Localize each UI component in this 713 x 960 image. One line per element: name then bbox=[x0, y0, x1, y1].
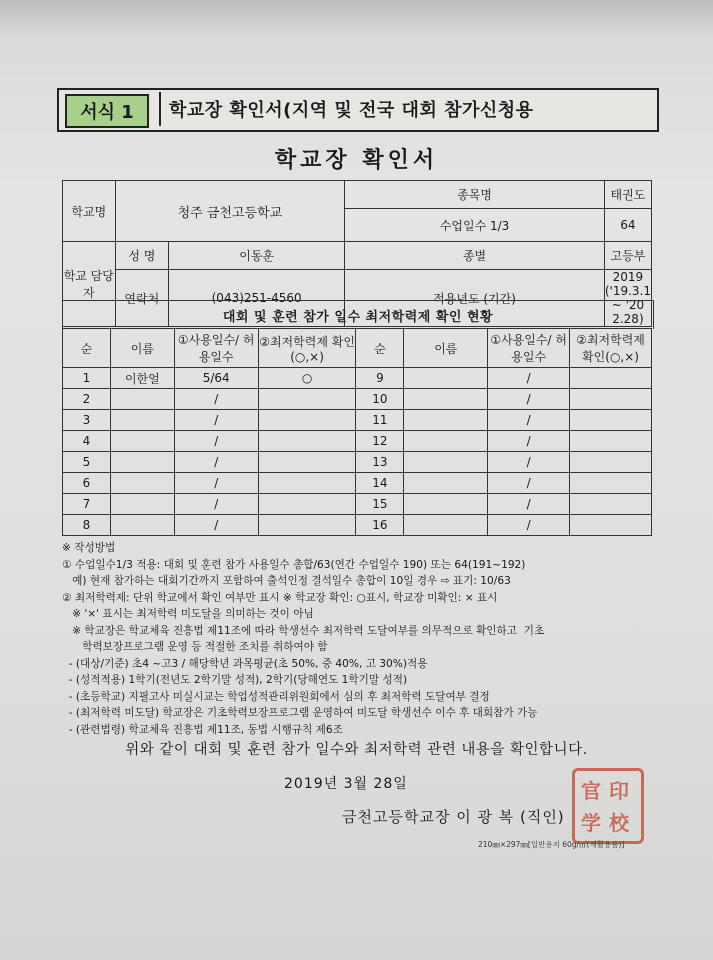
cell-no: 10 bbox=[356, 389, 404, 410]
note-line: ※ 학교장은 학교체육 진흥법 제11조에 따라 학생선수 최저학력 도달여부를 의무적으로 확인하고 기초 bbox=[62, 624, 545, 637]
cell-no: 4 bbox=[63, 431, 111, 452]
cell-name bbox=[404, 431, 488, 452]
contact-label: 연락처 bbox=[115, 270, 168, 327]
cell-days: / bbox=[488, 389, 570, 410]
period-value: ('19.3.1 ~ '20 2.28) bbox=[604, 284, 651, 326]
table-row bbox=[63, 389, 652, 410]
cell-no: 8 bbox=[63, 515, 111, 536]
cell-days: / bbox=[488, 473, 570, 494]
table-row bbox=[63, 494, 652, 515]
name-value: 이동훈 bbox=[169, 242, 345, 270]
cell-name bbox=[404, 452, 488, 473]
cell-no: 6 bbox=[63, 473, 111, 494]
document-title: 학교장 확인서 bbox=[274, 148, 439, 173]
note-line: ※ '×' 표시는 최저학력 미도달을 의미하는 것이 아님 bbox=[62, 608, 314, 620]
cell-name bbox=[404, 389, 488, 410]
days-label: 수업일수 1/3 bbox=[345, 209, 605, 242]
cell-days: / bbox=[174, 410, 258, 431]
cell-no: 15 bbox=[356, 494, 404, 515]
cell-name bbox=[110, 452, 174, 473]
principal-signature: 금천고등학교장 이 광 복 (직인) bbox=[342, 808, 565, 826]
cell-days: / bbox=[488, 452, 570, 473]
col-header-name: 이름 bbox=[110, 329, 174, 368]
note-line: - (최저학력 미도달) 학교장은 기초학력보장프로그램 운영하여 미도달 학생선수 이수 후 대회참가 가능 bbox=[62, 707, 538, 719]
cell-name bbox=[110, 515, 174, 536]
sport-value: 태권도 bbox=[604, 181, 651, 209]
roster-table bbox=[62, 328, 652, 536]
days-value: 64 bbox=[604, 209, 651, 242]
col-header-no: 순 bbox=[63, 329, 111, 368]
sport-label: 종목명 bbox=[345, 181, 605, 209]
note-line: 예) 현재 참가하는 대회기간까지 포함하여 출석인정 결석일수 총합이 10일 경우 ⇨ 표기: 10/63 bbox=[62, 575, 511, 587]
note-line: - (관련법령) 학교체육 진흥법 제11조, 동법 시행규칙 제6조 bbox=[62, 723, 343, 736]
cell-check: ○ bbox=[258, 368, 356, 389]
col-header-no: 순 bbox=[356, 329, 404, 368]
official-seal: 官 印 学 校 bbox=[572, 768, 644, 844]
cell-days: / bbox=[488, 494, 570, 515]
contact-value: (043)251-4560 bbox=[169, 270, 345, 327]
cell-days: / bbox=[488, 431, 570, 452]
cell-name bbox=[404, 515, 488, 536]
note-line: ① 수업일수1/3 적용: 대회 및 훈련 참가 사용일수 총합/63(연간 수업일수 190) 또는 64(191~192) bbox=[62, 558, 526, 571]
cell-check bbox=[570, 452, 652, 473]
cell-check bbox=[258, 389, 356, 410]
cell-name bbox=[110, 410, 174, 431]
cell-name bbox=[404, 410, 488, 431]
cell-name bbox=[110, 473, 174, 494]
cell-name bbox=[110, 431, 174, 452]
note-line: ② 최저학력제: 단위 학교에서 확인 여부만 표시 ※ 학교장 확인: ○표시, 학교장 미확인: × 표시 bbox=[62, 591, 498, 604]
cell-days: / bbox=[174, 389, 258, 410]
cell-no: 16 bbox=[356, 515, 404, 536]
table-row bbox=[63, 473, 652, 494]
cell-name bbox=[404, 368, 488, 389]
school-label: 학교명 bbox=[63, 181, 116, 242]
division-label: 종별 bbox=[345, 242, 605, 270]
note-line: - (초등학교) 지필고사 미실시교는 학업성적관리위원회에서 심의 후 최저학력 도달여부 결정 bbox=[62, 690, 490, 703]
note-line: ※ 작성방법 bbox=[62, 542, 116, 554]
col-header-name: 이름 bbox=[404, 329, 488, 368]
roster-header-row bbox=[63, 329, 652, 368]
page-edge-shadow bbox=[0, 0, 713, 40]
cell-check bbox=[258, 473, 356, 494]
cell-check bbox=[258, 452, 356, 473]
section-title: 대회 및 훈련 참가 일수 최저학력제 확인 현황 bbox=[62, 300, 654, 329]
cell-check bbox=[258, 410, 356, 431]
cell-check bbox=[570, 368, 652, 389]
cell-check bbox=[258, 515, 356, 536]
cell-no: 11 bbox=[356, 410, 404, 431]
table-row bbox=[63, 431, 652, 452]
cell-check bbox=[570, 431, 652, 452]
form-tag: 서식 1 bbox=[65, 94, 149, 128]
cell-name bbox=[110, 389, 174, 410]
issue-date: 2019년 3월 28일 bbox=[284, 776, 408, 792]
school-value: 청주 금천고등학교 bbox=[115, 181, 345, 242]
cell-days: / bbox=[174, 473, 258, 494]
cell-days: / bbox=[174, 494, 258, 515]
cell-days: / bbox=[174, 515, 258, 536]
cell-no: 14 bbox=[356, 473, 404, 494]
note-line: - (성적적용) 1학기(전년도 2학기말 성적), 2학기(당해연도 1학기말 성적) bbox=[62, 674, 408, 686]
cell-check bbox=[570, 410, 652, 431]
paper-spec: 210㎜×297㎜[일반용지 60g/㎡(재활용품)] bbox=[478, 840, 625, 849]
cell-name bbox=[404, 494, 488, 515]
cell-days: / bbox=[174, 452, 258, 473]
form-header bbox=[57, 88, 659, 132]
cell-name bbox=[404, 473, 488, 494]
cell-days: / bbox=[488, 368, 570, 389]
cell-no: 2 bbox=[63, 389, 111, 410]
cell-no: 1 bbox=[63, 368, 111, 389]
cell-check bbox=[258, 494, 356, 515]
table-row bbox=[63, 452, 652, 473]
table-row bbox=[63, 410, 652, 431]
division-value: 고등부 bbox=[604, 242, 651, 270]
cell-days: 5/64 bbox=[174, 368, 258, 389]
confirmation-text: 위와 같이 대회 및 훈련 참가 일수와 최저학력 관련 내용을 확인합니다. bbox=[125, 742, 588, 758]
name-label: 성 명 bbox=[115, 242, 168, 270]
cell-check bbox=[570, 473, 652, 494]
col-header-check: ②최저학력제 확인(○,×) bbox=[258, 329, 356, 368]
note-line: 학력보장프로그램 운영 등 적절한 조치를 취하여야 함 bbox=[62, 641, 328, 653]
cell-no: 5 bbox=[63, 452, 111, 473]
cell-check bbox=[570, 515, 652, 536]
year-label: 적용년도 (기간) bbox=[345, 270, 605, 327]
form-title: 학교장 확인서(지역 및 전국 대회 참가신청용 bbox=[159, 92, 651, 126]
cell-days: / bbox=[174, 431, 258, 452]
table-row bbox=[63, 515, 652, 536]
cell-check bbox=[570, 494, 652, 515]
instructions bbox=[62, 540, 662, 738]
cell-name bbox=[110, 494, 174, 515]
cell-no: 3 bbox=[63, 410, 111, 431]
col-header-days: ①사용일수/ 허용일수 bbox=[488, 329, 570, 368]
cell-no: 9 bbox=[356, 368, 404, 389]
cell-check bbox=[258, 431, 356, 452]
cell-no: 12 bbox=[356, 431, 404, 452]
col-header-days: ①사용일수/ 허용일수 bbox=[174, 329, 258, 368]
cell-days: / bbox=[488, 410, 570, 431]
cell-no: 13 bbox=[356, 452, 404, 473]
cell-no: 7 bbox=[63, 494, 111, 515]
col-header-check: ②최저학력제 확인(○,×) bbox=[570, 329, 652, 368]
cell-name: 이한얼 bbox=[110, 368, 174, 389]
table-row bbox=[63, 368, 652, 389]
year-value: 2019 bbox=[612, 270, 644, 284]
cell-days: / bbox=[488, 515, 570, 536]
cell-check bbox=[570, 389, 652, 410]
note-line: - (대상/기준) 초4 ~고3 / 해당학년 과목평균(초 50%, 중 40%, 고 30%)적용 bbox=[62, 657, 428, 670]
staff-label: 학교 담당자 bbox=[63, 242, 116, 327]
